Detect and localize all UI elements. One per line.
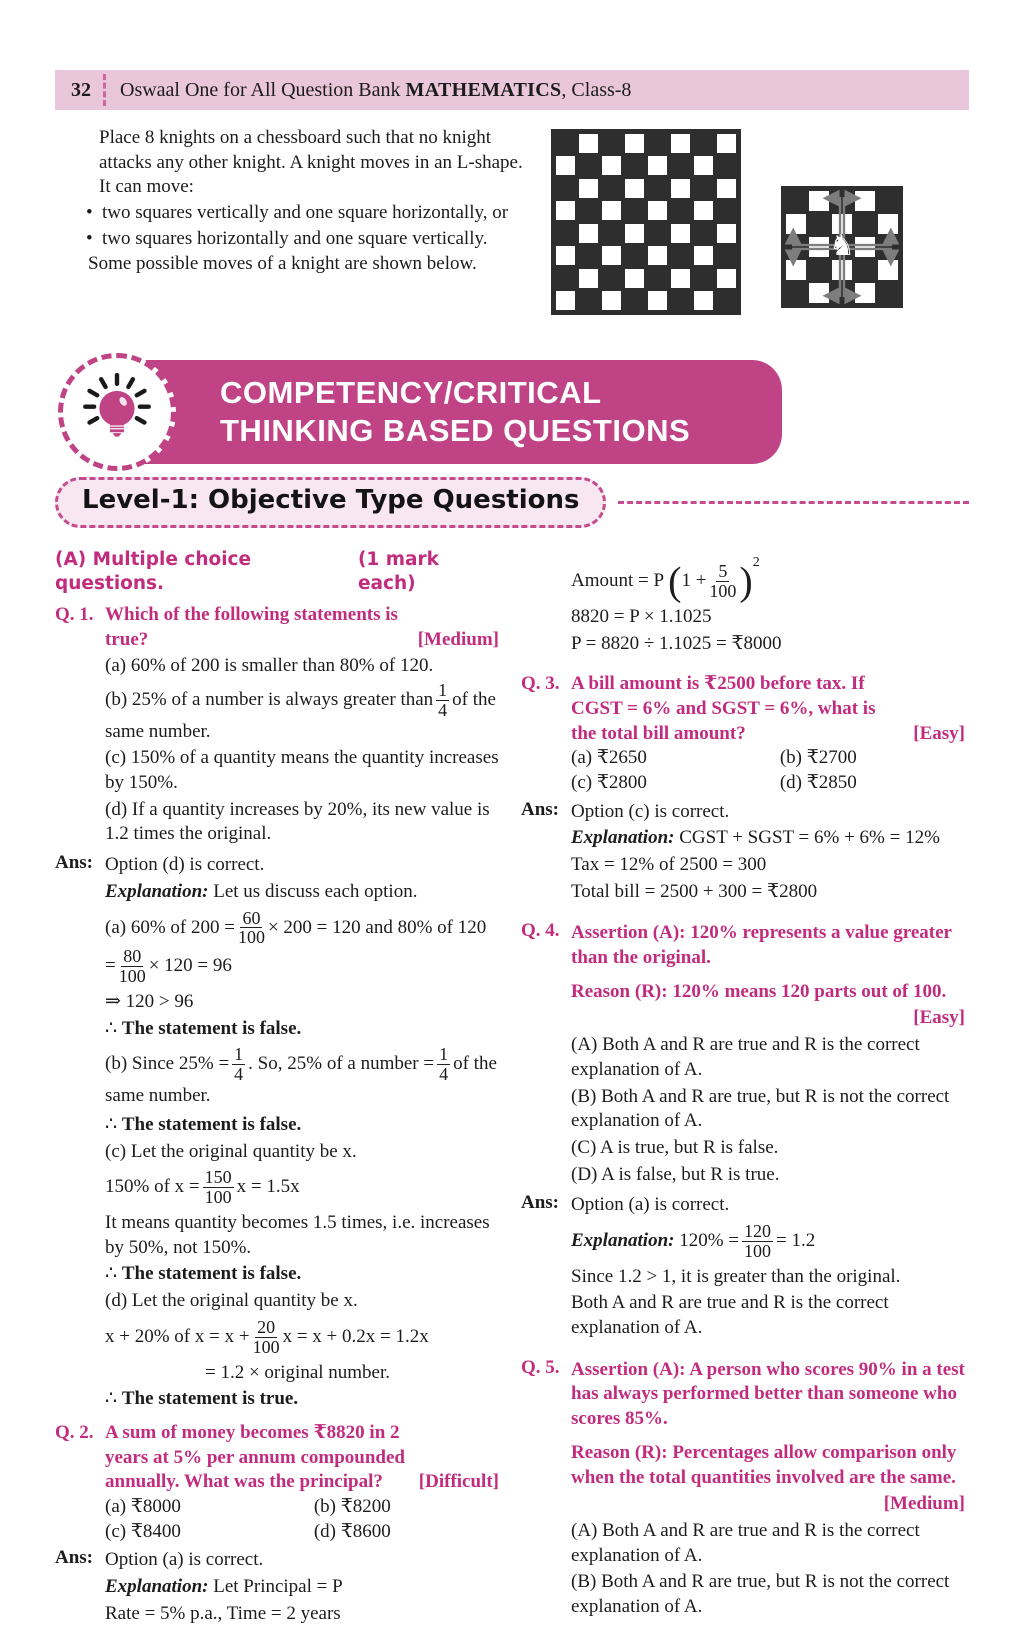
explanation-label: Explanation: xyxy=(105,880,209,902)
formula-d xyxy=(105,1318,499,1357)
option-a: (A) Both A and R are true and R is the correct explanation of A. xyxy=(571,1519,920,1566)
intro-paragraph: Place 8 knights on a chessboard such that no knight attacks any other knight. A knight moves in an L-shape. It can move: xyxy=(99,127,523,198)
section-a-marks: (1 mark each) xyxy=(357,548,439,594)
option-a: (a) ₹8000 xyxy=(105,1496,181,1518)
rate-line: Rate = 5% p.a., Time = 2 years xyxy=(105,1602,341,1624)
fraction xyxy=(232,1045,245,1084)
formula-seg: (a) 60% of 200 = xyxy=(105,916,235,938)
level-dashed-line xyxy=(618,501,969,504)
option-a: (a) ₹2650 xyxy=(571,747,647,769)
numerator: 1 xyxy=(439,1044,449,1065)
denominator: 100 xyxy=(118,966,146,987)
question-2-options xyxy=(105,1495,499,1544)
therefore-symbol: ∴ xyxy=(105,1113,118,1135)
option-b: (B) Both A and R are true, but R is not the correct explanation of A. xyxy=(571,1571,950,1617)
question-1-body xyxy=(105,603,499,849)
answer-1 xyxy=(55,851,499,1414)
header-title-prefix: Oswaal One for All Question Bank xyxy=(120,79,406,101)
answer-2-cont-body xyxy=(571,550,965,658)
page-number: 32 xyxy=(71,79,91,101)
answer-label: Ans: xyxy=(55,852,94,874)
level-heading-row xyxy=(55,477,969,528)
option-c: (c) ₹2800 xyxy=(571,771,647,793)
numerator: 1 xyxy=(438,679,448,700)
case-c-intro: (c) Let the original quantity be x. xyxy=(105,1140,357,1162)
numerator: 150 xyxy=(204,1167,232,1188)
answer-2 xyxy=(55,1546,499,1628)
answer-label: Ans: xyxy=(55,1547,94,1569)
question-3-body xyxy=(571,672,965,795)
answer-3 xyxy=(521,798,965,907)
knight-moves-board xyxy=(781,186,903,308)
option-a: (A) Both A and R are true and R is the correct explanation of A. xyxy=(571,1034,920,1080)
option-c: (C) A is true, but R is false. xyxy=(571,1136,779,1158)
formula-c xyxy=(105,1168,499,1207)
conclusion-line xyxy=(105,1017,499,1042)
intro-bullet-1 xyxy=(55,201,525,226)
explanation-line xyxy=(571,826,965,851)
answer-label: Ans: xyxy=(521,1192,560,1214)
conclusion-line xyxy=(105,1262,499,1287)
question-2-number: Q. 2. xyxy=(55,1422,94,1444)
formula-d-line2: = 1.2 × original number. xyxy=(205,1361,391,1383)
formula-seg: × 200 = 120 and 80% of 120 = xyxy=(105,916,487,977)
chessboard-8x8 xyxy=(551,129,741,315)
header-title-bold: MATHEMATICS xyxy=(405,79,562,101)
denominator: 4 xyxy=(439,1064,449,1085)
assertion-text: Assertion (A): 120% represents a value greater than the original. xyxy=(571,922,952,969)
question-5 xyxy=(521,1356,965,1622)
option-b xyxy=(105,681,499,744)
denominator: 100 xyxy=(237,927,265,948)
explanation-line: Since 1.2 > 1, it is greater than the original. xyxy=(571,1265,901,1287)
explanation-label: Explanation: xyxy=(571,827,675,849)
lightbulb-icon xyxy=(58,353,176,471)
question-3-text: A bill amount is ₹2500 before tax. If CGST = 6% and SGST = 6%, what is the total bill amount? xyxy=(571,673,876,744)
page xyxy=(0,70,1024,1629)
question-1-headline xyxy=(105,603,499,652)
explanation-label: Explanation: xyxy=(571,1229,675,1251)
total-line: Total bill = 2500 + 300 = ₹2800 xyxy=(571,880,818,902)
explanation-text: CGST + SGST = 6% + 6% = 12% xyxy=(679,827,940,849)
question-5-body xyxy=(571,1356,965,1622)
knight-icon: ♞ xyxy=(829,228,855,263)
banner-rect xyxy=(86,360,782,464)
fraction xyxy=(709,562,736,601)
formula-seg: 150% of x = xyxy=(105,1176,200,1198)
bullet-icon: • xyxy=(86,227,93,249)
answer-line: Option (c) is correct. xyxy=(571,800,730,822)
intro-closing: Some possible moves of a knight are shown below. xyxy=(88,253,477,275)
level-pill xyxy=(55,477,606,528)
answer-1-body xyxy=(105,851,499,1414)
intro-section xyxy=(55,126,969,315)
fraction xyxy=(119,947,146,986)
formula-seg: x = 1.5x xyxy=(236,1176,300,1198)
conclusion-text: The statement is false. xyxy=(121,1113,302,1135)
numerator: 1 xyxy=(234,1044,244,1065)
question-4-body xyxy=(571,919,965,1189)
question-1-text: Which of the following statements is true? xyxy=(105,603,398,650)
explanation-text: Let us discuss each option. xyxy=(213,880,418,902)
formula-seg: 120% = xyxy=(679,1229,740,1251)
answer-label: Ans: xyxy=(521,798,560,820)
question-3 xyxy=(521,672,965,795)
numerator: 20 xyxy=(257,1316,276,1337)
numerator: 120 xyxy=(744,1220,772,1241)
level-bold: Level-1 xyxy=(82,485,189,515)
denominator: 4 xyxy=(234,1064,244,1085)
therefore-symbol: ∴ xyxy=(105,1017,118,1039)
formula-seg: (b) Since 25% = xyxy=(105,1053,230,1075)
formula-seg: Amount = P xyxy=(571,569,664,591)
fraction xyxy=(238,909,265,948)
formula-seg: of the same number. xyxy=(105,1053,497,1107)
formula-seg: x = x + 0.2x = 1.2x xyxy=(282,1325,429,1347)
right-column xyxy=(521,548,965,1629)
header-band xyxy=(55,70,969,110)
fraction xyxy=(253,1318,280,1357)
section-a-heading xyxy=(55,548,499,596)
question-2-text: A sum of money becomes ₹8820 in 2 years at 5% per annum compounded annually. What was the principal? xyxy=(105,1422,405,1493)
option-b-pre: (b) 25% of a number is always greater than xyxy=(105,688,434,710)
formula-seg: . So, 25% of a number = xyxy=(248,1053,435,1075)
implication-line: ⇒ 120 > 96 xyxy=(105,991,194,1013)
explanation-line xyxy=(105,1575,499,1600)
question-4-number: Q. 4. xyxy=(521,920,560,942)
answer-3-body xyxy=(571,798,965,907)
formula-seg: x + 20% of x = x + xyxy=(105,1325,250,1347)
fraction xyxy=(436,681,449,720)
option-b: (b) ₹8200 xyxy=(313,1496,391,1518)
explanation-line xyxy=(105,880,499,905)
reason-text: Reason (R): 120% means 120 parts out of 100. xyxy=(571,980,947,1002)
question-5-difficulty: [Medium] xyxy=(883,1493,965,1515)
option-a: (a) 60% of 200 is smaller than 80% of 120. xyxy=(105,655,434,677)
header-title-suffix: , Class-8 xyxy=(561,79,632,101)
formula-line: P = 8820 ÷ 1.1025 = ₹8000 xyxy=(571,632,782,654)
header-divider xyxy=(103,74,106,106)
explanation-text: Let Principal = P xyxy=(213,1576,343,1598)
option-d: (d) If a quantity increases by 20%, its new value is 1.2 times the original. xyxy=(105,798,490,845)
formula-seg: × 120 = 96 xyxy=(148,955,232,977)
case-d-intro: (d) Let the original quantity be x. xyxy=(105,1290,358,1312)
denominator: 4 xyxy=(438,699,448,720)
banner-line-2: THINKING BASED QUESTIONS xyxy=(220,413,691,448)
question-3-number: Q. 3. xyxy=(521,673,560,695)
left-column xyxy=(55,548,499,1629)
intro-bullet-1-text: two squares vertically and one square horizontally, or xyxy=(102,202,509,224)
amount-formula xyxy=(571,554,965,604)
lightbulb-graphic xyxy=(73,368,161,456)
denominator: 100 xyxy=(709,580,737,601)
tax-line: Tax = 12% of 2500 = 300 xyxy=(571,854,767,876)
option-c: (c) ₹8400 xyxy=(105,1520,181,1542)
question-2-headline xyxy=(105,1421,499,1495)
option-d: (d) ₹8600 xyxy=(313,1520,391,1542)
case-c-note: It means quantity becomes 1.5 times, i.e. increases by 50%, not 150%. xyxy=(105,1212,490,1258)
fraction xyxy=(437,1045,450,1084)
question-1-number: Q. 1. xyxy=(55,603,94,625)
denominator: 100 xyxy=(744,1240,772,1261)
option-b-post: of the same number. xyxy=(105,688,496,742)
bullet-icon: • xyxy=(86,202,93,224)
spacer xyxy=(521,550,571,658)
conclusion-text: The statement is false. xyxy=(121,1263,302,1285)
explanation-formula xyxy=(571,1222,965,1261)
level-rest: : Objective Type Questions xyxy=(188,485,580,515)
option-b: (B) Both A and R are true, but R is not the correct explanation of A. xyxy=(571,1085,950,1132)
header-title xyxy=(120,77,631,103)
intro-text xyxy=(55,126,525,315)
banner-line-1: COMPETENCY/CRITICAL xyxy=(220,374,602,410)
question-3-headline xyxy=(571,672,965,746)
open-paren: ( xyxy=(668,558,682,604)
competency-banner xyxy=(58,355,782,469)
answer-4 xyxy=(521,1191,965,1343)
therefore-symbol: ∴ xyxy=(105,1388,118,1410)
content-columns xyxy=(55,548,969,1629)
conclusion-line xyxy=(105,1387,499,1412)
denominator: 100 xyxy=(204,1187,232,1208)
answer-line: Option (d) is correct. xyxy=(105,854,265,876)
question-1 xyxy=(55,603,499,849)
close-paren: ) xyxy=(739,558,753,604)
option-c: (c) 150% of a quantity means the quantity increases by 150%. xyxy=(105,747,499,794)
intro-bullet-2 xyxy=(55,227,525,252)
therefore-symbol: ∴ xyxy=(105,1263,118,1285)
numerator: 60 xyxy=(242,907,261,928)
exponent: 2 xyxy=(752,554,760,570)
answer-line: Option (a) is correct. xyxy=(571,1194,730,1216)
conclusion-text: The statement is false. xyxy=(121,1017,302,1039)
option-d: (D) A is false, but R is true. xyxy=(571,1163,780,1185)
formula-line: 8820 = P × 1.1025 xyxy=(571,605,712,627)
fraction xyxy=(742,1222,773,1261)
assertion-text: Assertion (A): A person who scores 90% in a test has always performed better than someone who scores 85%. xyxy=(571,1358,965,1430)
answer-2-continued xyxy=(521,550,965,658)
intro-bullet-2-text: two squares horizontally and one square vertically. xyxy=(102,227,488,249)
question-4 xyxy=(521,919,965,1189)
chessboard-figures xyxy=(551,126,903,315)
numerator: 80 xyxy=(123,946,142,967)
explanation-label: Explanation: xyxy=(105,1576,209,1598)
question-4-difficulty: [Easy] xyxy=(913,1007,965,1029)
formula-seg: = 1.2 xyxy=(776,1229,816,1251)
conclusion-text: The statement is true. xyxy=(121,1388,299,1410)
denominator: 100 xyxy=(252,1336,280,1357)
answer-2-body xyxy=(105,1546,499,1628)
numerator: 5 xyxy=(718,561,728,582)
explanation-line: Both A and R are true and R is the correct explanation of A. xyxy=(571,1292,889,1339)
option-b: (b) ₹2700 xyxy=(779,747,857,769)
option-d: (d) ₹2850 xyxy=(779,771,857,793)
question-3-options xyxy=(571,746,965,795)
question-3-difficulty: [Easy] xyxy=(913,722,965,744)
formula-b xyxy=(105,1045,499,1108)
formula-a xyxy=(105,909,499,987)
formula-seg: 1 + xyxy=(681,569,707,591)
conclusion-line xyxy=(105,1113,499,1138)
reason-text: Reason (R): Percentages allow comparison only when the total quantities involved are the same. xyxy=(571,1441,957,1488)
section-a-title: (A) Multiple choice questions. xyxy=(55,548,252,594)
question-1-difficulty: [Medium] xyxy=(417,628,499,650)
question-5-number: Q. 5. xyxy=(521,1356,560,1378)
question-2-difficulty: [Difficult] xyxy=(418,1471,499,1493)
answer-line: Option (a) is correct. xyxy=(105,1549,264,1571)
answer-4-body xyxy=(571,1191,965,1343)
fraction xyxy=(203,1168,234,1207)
